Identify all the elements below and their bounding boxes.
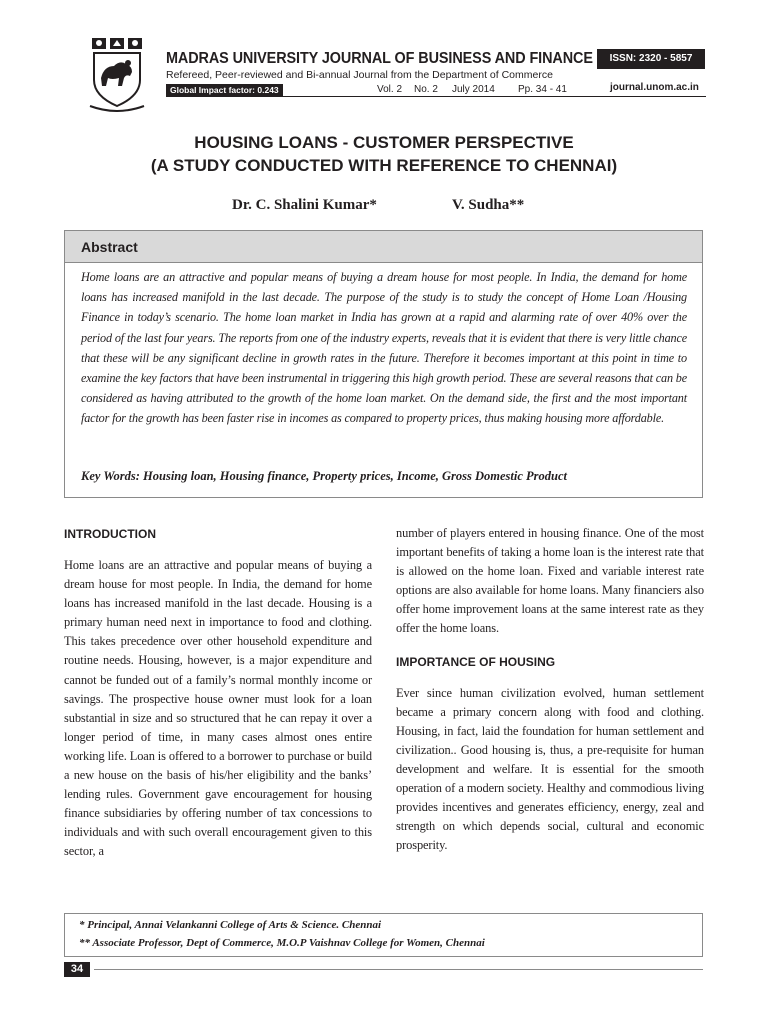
header-divider	[166, 96, 706, 97]
importance-text: Ever since human civilization evolved, human settlement became a primary concern along with food and clothing. Housing, in fact, laid the foundation for human settlement and civilization.. Good housing is, thus, a pre-requisite for human development and welfare. It is essential for the smooth operation of a modern society. Healthy and commodious living provides incentives and generates efficiency, energy, zeal and strength on which depends social, cultural and economic prosperity.	[396, 685, 704, 853]
paper-title-line2: (A STUDY CONDUCTED WITH REFERENCE TO CHENNAI)	[150, 156, 618, 175]
left-column	[64, 524, 372, 862]
author-1: Dr. C. Shalini Kumar*	[232, 197, 377, 213]
footnote-1: * Principal, Annai Velankanni College of Arts & Science. Chennai	[79, 919, 382, 931]
volume-label: Vol. 2	[377, 84, 403, 95]
abstract-heading: Abstract	[65, 231, 702, 263]
author-2: V. Sudha**	[452, 197, 525, 213]
issue-number: No. 2	[414, 84, 438, 95]
issn-badge: ISSN: 2320 - 5857	[597, 49, 705, 69]
page-range: Pp. 34 - 41	[518, 84, 567, 95]
page-number: 34	[64, 962, 90, 977]
journal-title: MADRAS UNIVERSITY JOURNAL OF BUSINESS AND FINANCE	[166, 50, 593, 67]
introduction-continued-text: number of players entered in housing finance. One of the most important benefits of taking a home loan is the interest rate that is allowed on the home loan. Fixed and variable interest rate options are also available for home loans. Many financiers also offer home improvement loans at the same interest rate as they offer the home loans.	[396, 526, 704, 636]
footnote-box	[64, 913, 703, 957]
journal-subtitle: Refereed, Peer-reviewed and Bi-annual Journal from the Department of Commerce	[166, 69, 553, 81]
introduction-heading: INTRODUCTION	[64, 527, 156, 541]
abstract-box	[64, 230, 703, 498]
university-crest-logo	[86, 36, 148, 112]
impact-factor-badge: Global Impact factor: 0.243	[166, 84, 283, 96]
paper-title-line1: HOUSING LOANS - CUSTOMER PERSPECTIVE	[194, 133, 574, 152]
issue-date: July 2014	[452, 84, 495, 95]
importance-heading: IMPORTANCE OF HOUSING	[396, 654, 556, 669]
journal-url: journal.unom.ac.in	[610, 82, 699, 93]
footnote-2: ** Associate Professor, Dept of Commerce, M.O.P Vaishnav College for Women, Chennai	[79, 937, 485, 949]
abstract-text: Home loans are an attractive and popular means of buying a dream house for most people. In India, the demand for home loans has increased manifold in the last decade. The purpose of the study is to study the concept of Home Loan /Housing Finance in today’s scenario. The home loan market in India has grown at a rapid and alarming rate of over 40% over the period of the last four years. The reports from one of the industry experts, reveals that it is evident that there is very little chance that these will be any significant decline in growth rates in the future. Therefore it becomes important at this point in time to examine the key factors that have been instrumental in triggering this high growth period. These are several reasons that can be considered as having attributed to the growth of the home loan market. On the demand side, the first and the most important factor for the growth has been faster rise in incomes as compared to property prices, thus making housing more affordable.	[81, 270, 687, 426]
introduction-text: Home loans are an attractive and popular means of buying a dream house for most people. In India, the demand for home loans has increased manifold in the last decade. Housing is a primary human need next in importance to food and clothing. This takes precedence over other household expenditure and routine needs. Housing, however, is a major expenditure and cannot be funded out of a family’s normal monthly income or savings. The prospective house owner must look for a loan substantial in size and so structured that he can repay it over a longer period of time, in many cases almost ones entire working life. Loan is offered to a borrower to purchase or build a new house on the basis of his/her eligibility and the banks’ lending rules. Government gave encouragement for housing finance subsidiaries by offering number of tax concessions to individuals and with such overall encouragement given to this sector, a	[64, 558, 372, 859]
footer-divider	[94, 969, 703, 970]
keywords: Key Words: Housing loan, Housing finance, Property prices, Income, Gross Domestic Product	[81, 469, 568, 483]
right-column	[396, 524, 704, 855]
